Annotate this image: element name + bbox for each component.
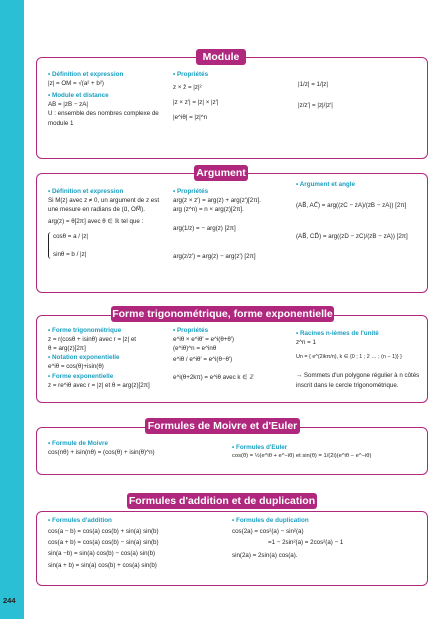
trig-prop-1: e^iθ × e^iθ′ = e^i(θ+θ′) xyxy=(173,336,235,343)
trig-exp-formula: z = re^iθ avec r = |z| et θ = arg(z)[2π] xyxy=(48,381,150,389)
module-props-column xyxy=(173,70,283,123)
trig-props-column xyxy=(173,326,288,382)
moivre-left-column xyxy=(48,439,223,457)
euler-heading: • Formules d'Euler xyxy=(232,443,424,452)
module-def-formula: |z| = OM = √(a² + b²) xyxy=(48,80,104,87)
module-def-heading: • Définition et expression xyxy=(48,70,168,79)
moivre-heading: • Formule de Moivre xyxy=(48,439,223,448)
module-title: Module xyxy=(196,49,246,65)
euler-column xyxy=(232,443,424,461)
side-color-strip xyxy=(0,0,24,619)
duplication-formula-1: cos(2a) = cos²(a) − sin²(a) xyxy=(232,528,304,535)
addition-title: Formules d'addition et de duplication xyxy=(128,495,316,507)
argument-angle-column xyxy=(296,180,424,241)
module-dist-formula: AB = |zB − zA| xyxy=(48,101,89,109)
argument-props-heading: • Propriétés xyxy=(173,187,298,196)
argument-def-text: Si M(z) avec z ≠ 0, un argument de z est une mesure en radians de (u⃗, OM⃗). xyxy=(48,197,160,214)
trig-roots-equation: z^n = 1 xyxy=(296,339,316,346)
trig-roots-text: → Sommets d'un polygone régulier à n côtés inscrit dans le cercle trigonométrique. xyxy=(296,372,420,389)
module-props-right xyxy=(298,80,378,110)
module-prop-1: z × z̄ = |z|² xyxy=(173,84,202,91)
argument-sin-formula: sinθ = b / |z| xyxy=(53,250,87,258)
duplication-column xyxy=(232,516,412,561)
trig-form-formula-cont: θ = arg(z)[2π] xyxy=(48,345,86,353)
argument-angle-2: (AB⃗, CD⃗) = arg((zD − zC)/(zB − zA)) [2π] xyxy=(296,233,408,241)
module-left-column xyxy=(48,70,168,128)
trig-props-heading: • Propriétés xyxy=(173,326,288,335)
argument-prop-2: arg (z^n) = n × arg(z)[2π]. xyxy=(173,206,244,214)
euler-formula: cos(θ) = ½(e^iθ + e^−iθ) et sin(θ) = 1/(2i)(e^iθ − e^−iθ) xyxy=(232,453,372,459)
argument-prop-1: arg(z × z′) = arg(z) + arg(z′)[2π]. xyxy=(173,197,261,204)
module-prop-3: |e^iθ| = |z|^n xyxy=(173,114,208,122)
addition-heading: • Formules d'addition xyxy=(48,516,228,525)
duplication-formula-2: =1 − 2sin²(a) = 2cos²(a) − 1 xyxy=(268,539,344,547)
trig-notation-formula: e^iθ = cos(θ)+isin(θ) xyxy=(48,363,104,371)
argument-cos-sin-system xyxy=(48,232,88,259)
moivre-title: Formules de Moivre et d'Euler xyxy=(145,418,300,434)
trig-prop-3: e^iθ / e^iθ′ = e^i(θ−θ′) xyxy=(173,356,233,364)
page-number: 244 xyxy=(3,596,16,605)
addition-column xyxy=(48,516,228,570)
addition-formula-2: cos(a + b) = cos(a) cos(b) − sin(a) sin(b) xyxy=(48,539,159,547)
module-unit-text: U : ensemble des nombres complexe de module 1 xyxy=(48,110,159,127)
module-prop-2: |z × z′| = |z| × |z′| xyxy=(173,99,219,107)
trig-roots-heading: • Racines n-ièmes de l'unité xyxy=(296,329,424,338)
argument-prop-3: arg(1/z) = − arg(z) [2π] xyxy=(173,225,236,233)
trig-prop-2: (e^iθ)^n = e^inθ xyxy=(173,345,217,353)
addition-formula-1: cos(a − b) = cos(a) cos(b) + sin(a) sin(b) xyxy=(48,528,159,535)
trig-roots-set: Un = { e^(2ikπ/n), k ∈ {0 ; 1 ; 2 … ; (n − 1)} } xyxy=(296,354,402,361)
module-props-heading: • Propriétés xyxy=(173,70,283,79)
duplication-formula-3: sin(2a) = 2sin(a) cos(a). xyxy=(232,552,298,560)
trig-left-column xyxy=(48,326,170,390)
addition-formula-4: sin(a + b) = sin(a) cos(b) + cos(a) sin(b) xyxy=(48,561,157,569)
argument-prop-4: arg(z/z′) = arg(z) − arg(z′) [2π] xyxy=(173,252,256,260)
argument-title: Argument xyxy=(194,165,248,181)
trig-exp-heading: • Forme exponentielle xyxy=(48,372,170,381)
trig-notation-heading: • Notation exponentielle xyxy=(48,353,170,362)
argument-cos-formula: cosθ = a / |z| xyxy=(53,232,89,240)
trig-form-heading: • Forme trigonométrique xyxy=(48,326,170,335)
argument-angle-1: (AB⃗, AC⃗) = arg((zC − zA)/(zB − zA)) [2π] xyxy=(296,202,407,209)
addition-formula-3: sin(a −b) = sin(a) cos(b) − cos(a) sin(b) xyxy=(48,550,156,558)
argument-def-heading: • Définition et expression xyxy=(48,187,166,196)
trig-title: Forme trigonométrique, forme exponentielle xyxy=(112,308,333,320)
argument-angle-heading: • Argument et angle xyxy=(296,180,424,189)
argument-left-column xyxy=(48,187,166,259)
argument-props-column xyxy=(173,187,298,261)
module-prop-5: |z/z′| = |z|/|z′| xyxy=(298,102,333,110)
module-prop-4: |1/z| = 1/|z| xyxy=(298,81,328,88)
trig-prop-4: e^i(θ+2kπ) = e^iθ avec k ∈ ℤ xyxy=(173,373,254,381)
trig-form-formula: z = r(cosθ + isinθ) avec r = |z| et xyxy=(48,336,136,343)
trig-roots-column xyxy=(296,329,424,390)
moivre-formula: cos(nθ) + isin(nθ) = (cos(θ) + isin(θ)^n) xyxy=(48,449,155,456)
module-dist-heading: • Module et distance xyxy=(48,91,168,100)
argument-def-formula: arg(z) = θ[2π] avec θ ∈ ℝ tel que : xyxy=(48,218,144,226)
duplication-heading: • Formules de duplication xyxy=(232,516,412,525)
